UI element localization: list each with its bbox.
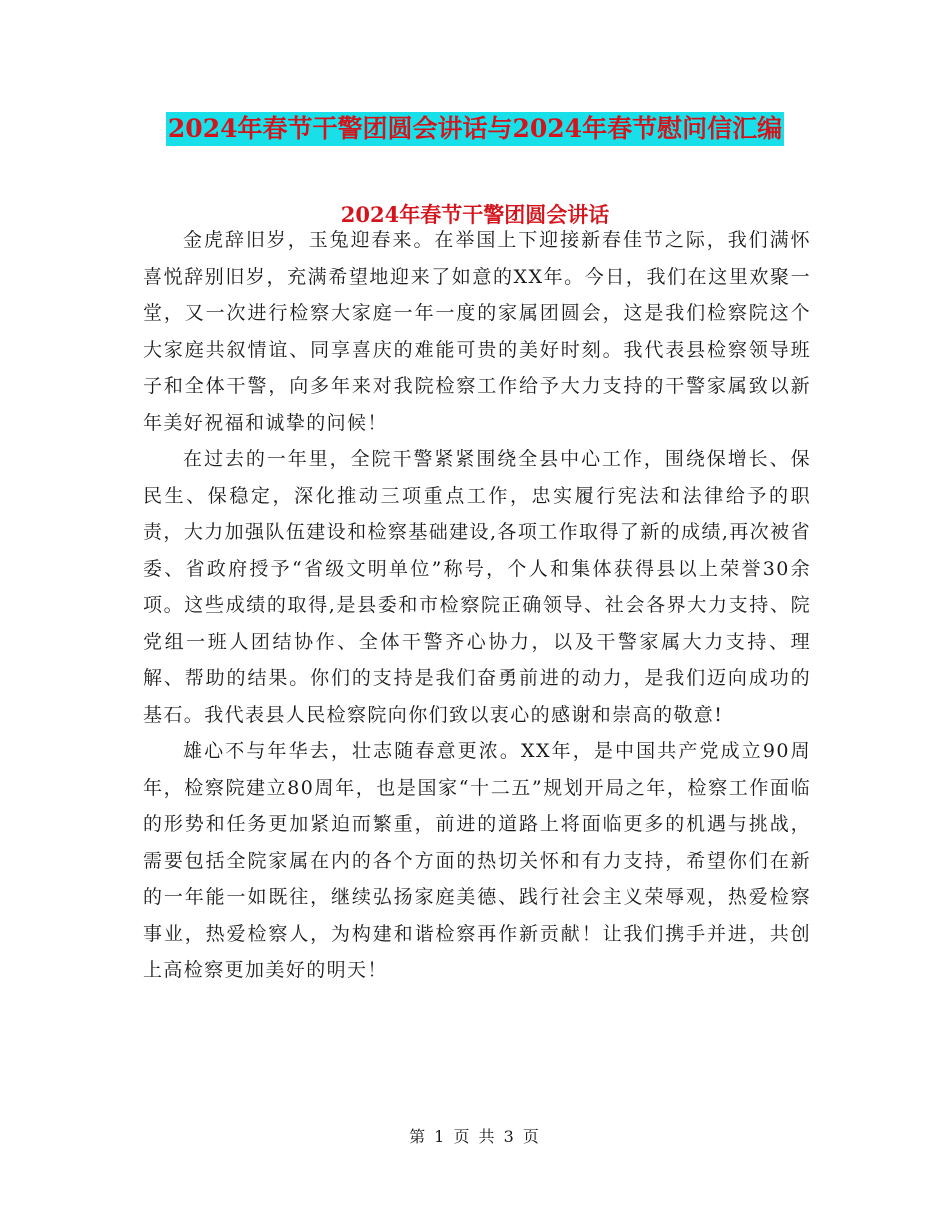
document-title: 2024年春节干警团圆会讲话与2024年春节慰问信汇编: [166, 112, 784, 146]
page-footer: 第 1 页 共 3 页: [409, 1127, 541, 1146]
body-text: [143, 222, 811, 989]
paragraph: 金虎辞旧岁，玉兔迎春来。在举国上下迎接新春佳节之际，我们满怀喜悦辞别旧岁，充满希望地迎来了如意的XX年。今日，我们在这里欢聚一堂，又一次进行检察大家庭一年一度的家属团圆会，这是我们检察院这个大家庭共叙情谊、同享喜庆的难能可贵的美好时刻。我代表县检察领导班子和全体干警，向多年来对我院检察工作给予大力支持的干警家属致以新年美好祝福和诚挚的问候！: [143, 229, 811, 434]
document-title-wrap: [0, 112, 950, 146]
paragraph: 在过去的一年里，全院干警紧紧围绕全县中心工作，围绕保增长、保民生、保稳定，深化推动三项重点工作，忠实履行宪法和法律给予的职责，大力加强队伍建设和检察基础建设,各项工作取得了新的成绩,再次被省委、省政府授予“省级文明单位”称号，个人和集体获得县以上荣誉30余项。这些成绩的取得,是县委和市检察院正确领导、社会各界大力支持、院党组一班人团结协作、全体干警齐心协力，以及干警家属大力支持、理解、帮助的结果。你们的支持是我们奋勇前进的动力，是我们迈向成功的基石。我代表县人民检察院向你们致以衷心的感谢和崇高的敬意!: [143, 448, 811, 726]
section-title: 2024年春节干警团圆会讲话: [340, 202, 610, 227]
paragraph: 雄心不与年华去，壮志随春意更浓。XX年，是中国共产党成立90周年，检察院建立80周年，也是国家“十二五”规划开局之年，检察工作面临的形势和任务更加紧迫而繁重，前进的道路上将面临更多的机遇与挑战，需要包括全院家属在内的各个方面的热切关怀和有力支持，希望你们在新的一年能一如既往，继续弘扬家庭美德、践行社会主义荣辱观，热爱检察事业，热爱检察人，为构建和谐检察再作新贡献！让我们携手并进，共创上高检察更加美好的明天！: [143, 740, 811, 981]
